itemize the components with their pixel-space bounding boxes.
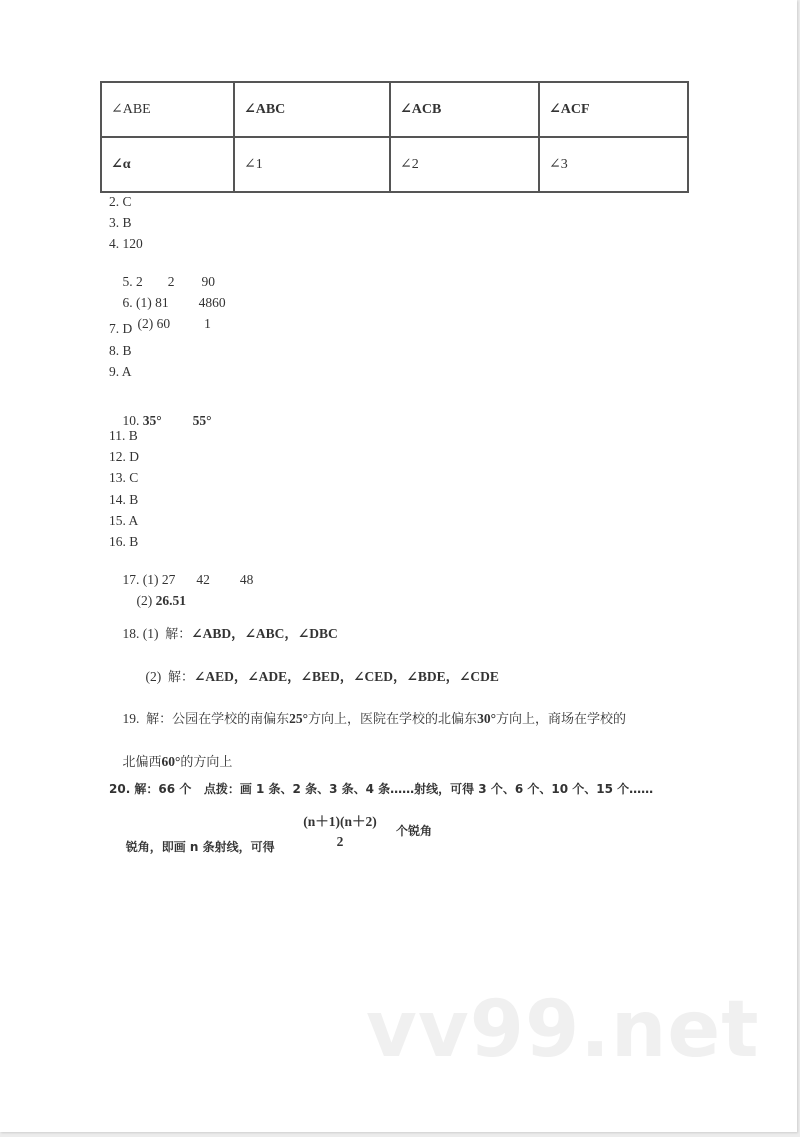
table-cell: ∠α	[101, 137, 234, 192]
answer-2: 2. C	[109, 194, 132, 209]
answer-18-1-number: 18. (1)	[122, 626, 159, 641]
table-row-values	[101, 137, 688, 192]
table-cell: ∠ABC	[234, 82, 390, 137]
table-cell: ∠1	[234, 137, 390, 192]
answer-18-1	[109, 610, 338, 659]
answer-5-value-3: 90	[201, 274, 215, 289]
angle-table	[100, 81, 689, 193]
answer-16: 16. B	[109, 534, 139, 549]
answer-7: 7. D	[109, 321, 133, 336]
answer-18-2-jie: 解：	[168, 670, 195, 685]
answer-20-text-a: 锐角，即画 n 条射线，可得	[125, 840, 275, 854]
answer-6-1-value-2: 4860	[198, 295, 226, 310]
answer-17-1-value-3: 48	[239, 572, 254, 587]
table-cell: ∠ABE	[101, 82, 234, 137]
answer-17-1-value-1: 17. (1) 27	[122, 572, 176, 587]
answer-3: 3. B	[109, 215, 132, 230]
answer-19-text-e: 的方向上	[180, 755, 233, 770]
answer-19-degree-1: 25°	[289, 711, 309, 726]
answer-6-2	[124, 300, 211, 348]
answer-14: 14. B	[109, 492, 139, 507]
answer-11: 11. B	[109, 428, 138, 443]
answer-6-1-value-1: 6. (1) 81	[122, 295, 169, 310]
answer-4: 4. 120	[109, 236, 143, 251]
answer-19-line-1	[109, 695, 626, 744]
answer-13: 13. C	[109, 470, 139, 485]
table-cell: ∠3	[539, 137, 688, 192]
table-cell: ∠ACF	[539, 82, 688, 137]
answer-19-text-b: 方向上，医院在学校的北偏东	[308, 712, 478, 727]
answer-15: 15. A	[109, 513, 139, 528]
answer-18-2-value: ∠AED，∠ADE，∠BED，∠CED，∠BDE，∠CDE	[194, 669, 499, 684]
answer-9: 9. A	[109, 364, 132, 379]
answer-19-degree-3: 60°	[161, 754, 181, 769]
answer-10-value-2: 55°	[192, 413, 212, 428]
answer-19-text-a: 解：公园在学校的南偏东	[146, 712, 290, 727]
answer-18-1-jie: 解：	[165, 627, 192, 642]
answer-19-degree-2: 30°	[477, 711, 496, 726]
answer-12: 12. D	[109, 449, 139, 464]
answer-18-2-number: (2)	[145, 669, 162, 684]
answer-19-number: 19.	[122, 711, 140, 726]
answer-19-text-c: 方向上，商场在学校的	[495, 712, 626, 727]
answer-20-line-2	[109, 823, 275, 871]
table-cell: ∠ACB	[390, 82, 539, 137]
answer-17-1-value-2: 42	[196, 572, 210, 587]
answer-8: 8. B	[109, 343, 132, 358]
answer-5-value-2: 2	[167, 274, 175, 289]
answer-17-2-number: (2)	[136, 593, 153, 608]
answer-20-line-1: 20. 解：66 个 点拨：画 1 条、2 条、3 条、4 条……射线，可得 3 个、6 个、10 个、15 个……	[109, 782, 654, 796]
watermark: vv99.net	[366, 985, 760, 1075]
answer-6-2-value-2: 1	[204, 316, 211, 331]
table-cell: ∠2	[390, 137, 539, 192]
answer-10-value-1: 35°	[142, 413, 162, 428]
answer-20-fraction-numerator: (n＋1)(n＋2)	[303, 814, 377, 829]
answer-17-2-value: 26.51	[155, 593, 186, 608]
answer-19-line-2	[109, 738, 232, 787]
answer-20-fraction-denominator: 2	[336, 834, 344, 849]
answer-6-2-value-1: (2) 60	[137, 316, 171, 331]
answer-10-number: 10.	[122, 413, 140, 428]
answer-5-value-1: 5. 2	[122, 274, 143, 289]
answer-20-text-b: 个锐角	[396, 824, 433, 838]
answer-18-1-value: ∠ABD，∠ABC，∠DBC	[191, 626, 338, 641]
table-row-header	[101, 82, 688, 137]
answer-19-text-d: 北偏西	[122, 755, 162, 770]
